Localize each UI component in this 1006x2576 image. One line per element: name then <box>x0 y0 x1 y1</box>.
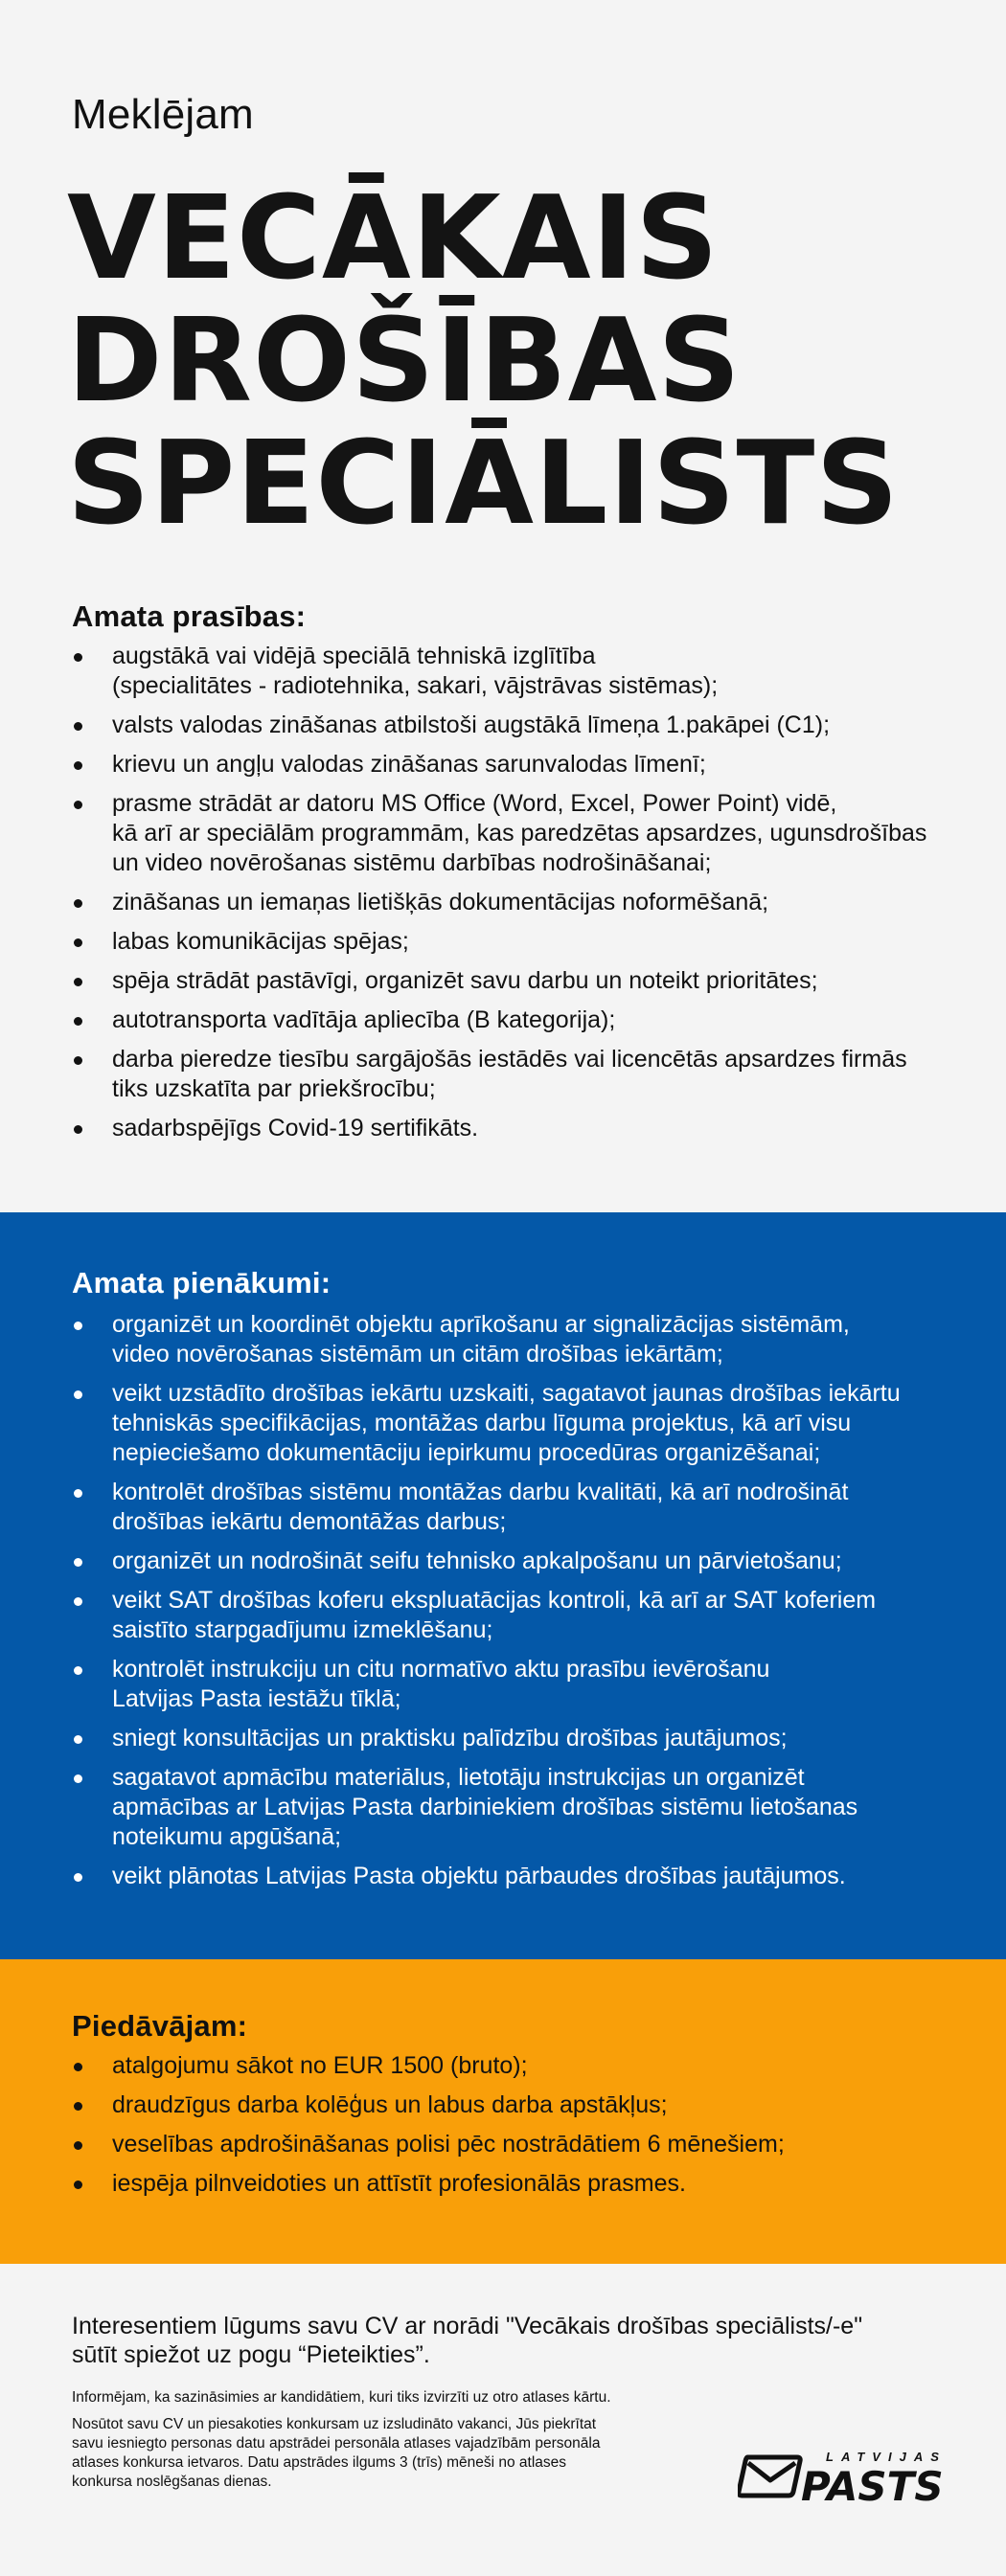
list-item-text: iespēja pilnveidoties un attīstīt profesionālās prasmes. <box>112 2170 686 2197</box>
bullet-icon <box>74 899 82 908</box>
list-item-text: augstākā vai vidējā speciālā tehniskā izglītība (specialitātes - radiotehnika, sakari, vājstrāvas sistēmas); <box>112 643 719 699</box>
bullet-icon <box>74 722 82 731</box>
footer-section <box>0 2264 1006 2576</box>
bullet-icon <box>74 1597 82 1606</box>
list-item-text: labas komunikācijas spējas; <box>112 928 409 955</box>
requirements-heading: Amata prasības: <box>72 599 307 633</box>
list-item <box>72 1763 953 1852</box>
list-item <box>72 1724 953 1753</box>
bullet-icon <box>74 1056 82 1065</box>
requirements-list <box>72 642 953 1153</box>
list-item-text: sniegt konsultācijas un praktisku palīdzību drošības jautājumos; <box>112 1725 788 1751</box>
list-item <box>72 2169 953 2199</box>
list-item-text: sagatavot apmācību materiālus, lietotāju instrukcijas un organizēt apmācības ar Latvijas Pasta darbiniekiem drošības sistēmu lietošanas noteikumu apgūšanā; <box>112 1764 858 1850</box>
list-item <box>72 1006 953 1035</box>
list-item-text: atalgojumu sākot no EUR 1500 (bruto); <box>112 2052 528 2079</box>
list-item-text: sadarbspējīgs Covid-19 sertifikāts. <box>112 1115 479 1141</box>
offer-list <box>72 2051 953 2208</box>
list-item <box>72 927 953 957</box>
duties-heading: Amata pienākumi: <box>72 1266 332 1299</box>
list-item <box>72 750 953 780</box>
list-item <box>72 1655 953 1714</box>
bullet-icon <box>74 1489 82 1498</box>
latvijas-pasts-logo <box>738 2448 947 2510</box>
bullet-icon <box>74 1322 82 1330</box>
list-item <box>72 1586 953 1645</box>
list-item <box>72 2051 953 2081</box>
selection-notice: Informējam, ka sazināsimies ar kandidātiem, kuri tiks izvirzīti uz otro atlases kārtu. <box>72 2389 611 2406</box>
list-item-text: veselības apdrošināšanas polisi pēc nostrādātiem 6 mēnešiem; <box>112 2131 785 2158</box>
list-item <box>72 1379 953 1468</box>
list-item-text: prasme strādāt ar datoru MS Office (Word, Excel, Power Point) vidē, kā arī ar speciālām programmām, kas paredzētas apsardzes, ugunsdrošības un video novērošanas sistēmu darbības nodrošināšanai; <box>112 790 927 876</box>
list-item <box>72 1862 953 1891</box>
list-item <box>72 888 953 917</box>
list-item <box>72 1478 953 1537</box>
list-item-text: veikt SAT drošības koferu ekspluatācijas kontroli, kā arī ar SAT koferiem saistīto starpgadījumu izmeklēšanu; <box>112 1587 877 1643</box>
bullet-icon <box>74 1017 82 1026</box>
list-item-text: organizēt un nodrošināt seifu tehnisko apkalpošanu un pārvietošanu; <box>112 1548 842 1574</box>
list-item-text: darba pieredze tiesību sargājošās iestādēs vai licencētās apsardzes firmās tiks uzskatīta par priekšrocību; <box>112 1046 907 1102</box>
bullet-icon <box>74 2181 82 2189</box>
bullet-icon <box>74 1774 82 1783</box>
bullet-icon <box>74 938 82 947</box>
list-item-text: autotransporta vadītāja apliecība (B kategorija); <box>112 1006 616 1033</box>
bullet-icon <box>74 653 82 662</box>
list-item <box>72 966 953 996</box>
list-item-text: kontrolēt instrukciju un citu normatīvo aktu prasību ievērošanu Latvijas Pasta iestāžu tīklā; <box>112 1656 770 1712</box>
job-title-line-3: SPECIĀLISTS <box>67 418 900 551</box>
bullet-icon <box>74 801 82 809</box>
envelope-logo-icon <box>738 2452 803 2499</box>
logo-main-text: PASTS <box>801 2463 944 2510</box>
list-item <box>72 2130 953 2159</box>
bullet-icon <box>74 2063 82 2071</box>
list-item-text: zināšanas un iemaņas lietišķās dokumentācijas noformēšanā; <box>112 889 769 915</box>
list-item <box>72 2090 953 2120</box>
list-item <box>72 711 953 740</box>
duties-section <box>0 1212 1006 1959</box>
bullet-icon <box>74 761 82 770</box>
offer-heading: Piedāvājam: <box>72 2009 248 2043</box>
data-consent-notice: Nosūtot savu CV un piesakoties konkursam uz izsludināto vakanci, Jūs piekrītat savu iesniegto personas datu apstrādei personāla atlases vajadzībām personāla atlases konkursa ietvaros. Datu apstrādes ilgums 3 (trīs) mēneši no atlases konkursa noslēgšanas dienas. <box>72 2416 601 2490</box>
job-title-line-2: DROŠĪBAS <box>67 295 742 428</box>
list-item-text: kontrolēt drošības sistēmu montāžas darbu kvalitāti, kā arī nodrošināt drošības iekārtu demontāžas darbus; <box>112 1479 849 1535</box>
offer-section <box>0 1959 1006 2264</box>
list-item-text: valsts valodas zināšanas atbilstoši augstākā līmeņa 1.pakāpei (C1); <box>112 712 831 738</box>
list-item-text: krievu un angļu valodas zināšanas sarunvalodas līmenī; <box>112 751 706 778</box>
intro-text: Meklējam <box>72 91 254 138</box>
bullet-icon <box>74 1873 82 1882</box>
duties-list <box>72 1310 953 1901</box>
list-item-text: veikt uzstādīto drošības iekārtu uzskaiti, sagatavot jaunas drošības iekārtu tehniskās specifikācijas, montāžas darbu līguma projektus, kā arī visu nepieciešamo dokumentāciju iepirkumu procedūras organizēšanai; <box>112 1380 901 1466</box>
list-item <box>72 1045 953 1104</box>
bullet-icon <box>74 1666 82 1675</box>
job-title-line-1: VECĀKAIS <box>67 172 720 305</box>
list-item <box>72 789 953 878</box>
bullet-icon <box>74 1558 82 1567</box>
list-item <box>72 642 953 701</box>
bullet-icon <box>74 1125 82 1134</box>
list-item-text: veikt plānotas Latvijas Pasta objektu pārbaudes drošības jautājumos. <box>112 1863 846 1889</box>
list-item-text: draudzīgus darba kolēģus un labus darba apstākļus; <box>112 2091 668 2118</box>
requirements-section <box>0 565 1006 1212</box>
apply-instructions: Interesentiem lūgums savu CV ar norādi "Vecākais drošības speciālists/-e" sūtīt spiežot uz pogu “Pieteikties”. <box>72 2313 863 2368</box>
list-item-text: organizēt un koordinēt objektu aprīkošanu ar signalizācijas sistēmām, video novērošanas sistēmām un citām drošības iekārtām; <box>112 1311 850 1367</box>
list-item-text: spēja strādāt pastāvīgi, organizēt savu darbu un noteikt prioritātes; <box>112 967 818 994</box>
list-item <box>72 1114 953 1143</box>
bullet-icon <box>74 2141 82 2150</box>
bullet-icon <box>74 2102 82 2111</box>
bullet-icon <box>74 1735 82 1744</box>
bullet-icon <box>74 978 82 986</box>
logo-top-text: LATVIJAS <box>826 2450 947 2464</box>
list-item <box>72 1310 953 1369</box>
list-item <box>72 1547 953 1576</box>
bullet-icon <box>74 1390 82 1399</box>
hero-section <box>0 0 1006 565</box>
